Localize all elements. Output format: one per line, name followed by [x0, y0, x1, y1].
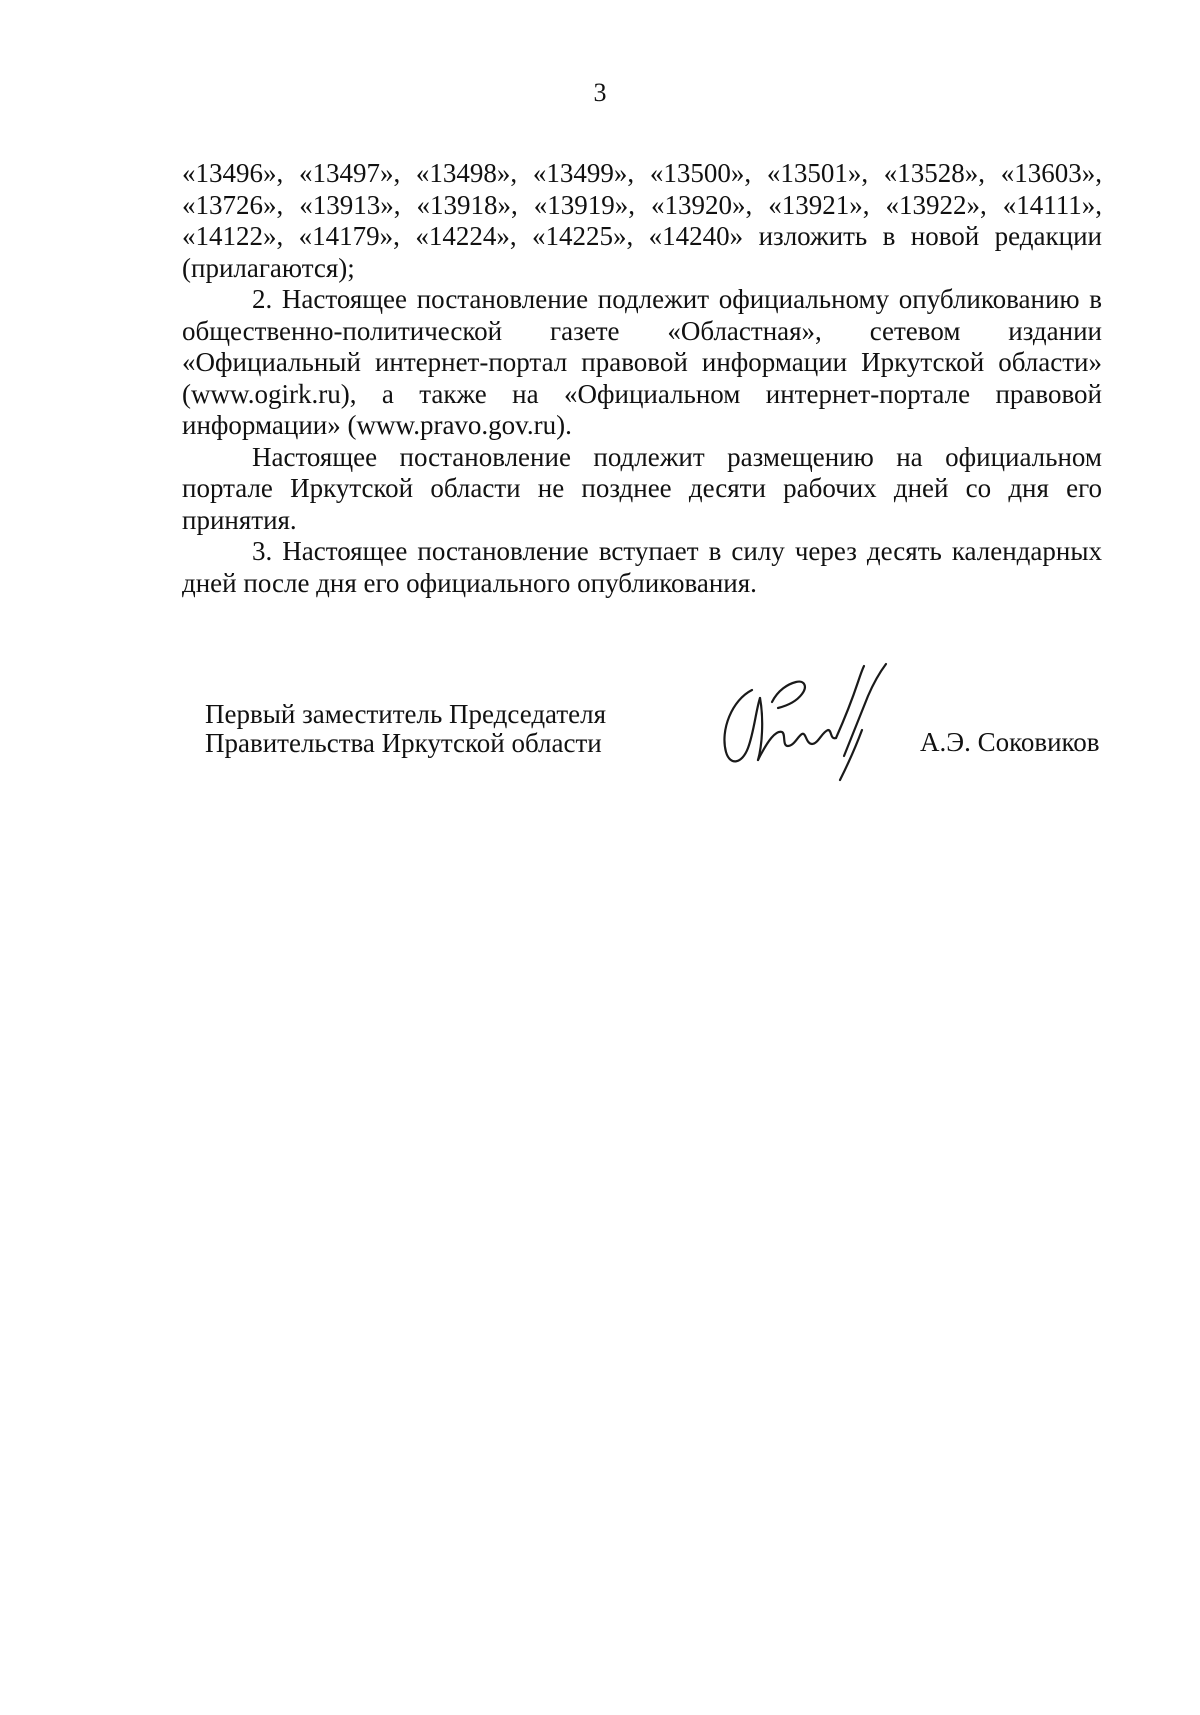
handwritten-signature: [712, 660, 912, 790]
paragraph-portal-placement: Настоящее постановление подлежит размещению на официальном портале Иркутской области не позднее десяти рабочих дней со дня его принятия.: [182, 441, 1102, 535]
paragraph-item-list: «13496», «13497», «13498», «13499», «13500», «13501», «13528», «13603», «13726», «13913», «13918», «13919», «13920», «13921», «13922», «14111», «14122», «14179», «14224», «14225», «14240» изложить в новой редакции (прилагаются);: [182, 158, 1102, 283]
signatory-position-line-2: Правительства Иркутской области: [205, 728, 602, 758]
document-body: [182, 158, 1102, 599]
signatory-name: А.Э. Соковиков: [920, 727, 1100, 757]
signatory-position: [205, 700, 606, 758]
page-number: 3: [593, 78, 607, 107]
signatory-position-line-1: Первый заместитель Председателя: [205, 699, 607, 729]
paragraph-entry-into-force: 3. Настоящее постановление вступает в силу через десять календарных дней после дня его официального опубликования.: [182, 536, 1102, 598]
paragraph-publication: 2. Настоящее постановление подлежит официальному опубликованию в общественно-политической газете «Областная», сетевом издании «Официальный интернет-портал правовой информации Иркутской области» (www.ogirk.ru), а также на «Официальном интернет-портале правовой информации» (www.pravo.gov.ru).: [182, 284, 1102, 440]
